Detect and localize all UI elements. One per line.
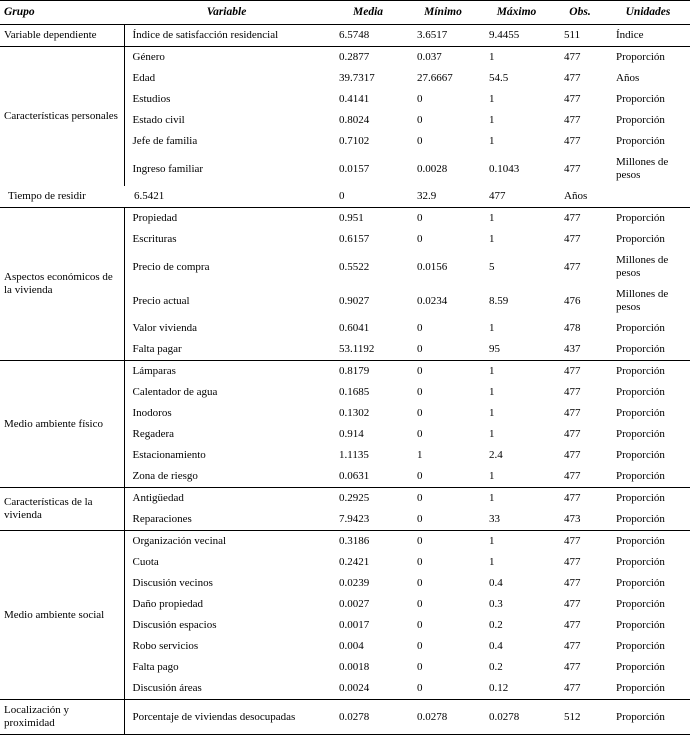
minimo-cell: 0	[407, 318, 479, 339]
variable-cell: Estudios	[124, 89, 329, 110]
unidades-cell: Proporción	[606, 110, 690, 131]
minimo-cell: 0.0028	[407, 152, 479, 186]
unidades-cell: Proporción	[606, 424, 690, 445]
obs-cell: 477	[554, 382, 606, 403]
unidades-cell: Proporción	[606, 594, 690, 615]
unidades-cell: Proporción	[606, 552, 690, 573]
maximo-cell: 32.9	[407, 186, 479, 208]
obs-cell: 477	[554, 208, 606, 230]
column-header-minimo: Mínimo	[407, 1, 479, 25]
unidades-cell: Millones de pesos	[606, 284, 690, 318]
maximo-cell: 1	[479, 403, 554, 424]
variable-cell: Calentador de agua	[124, 382, 329, 403]
maximo-cell: 1	[479, 47, 554, 69]
group-cell: Aspectos económicos de la vivienda	[0, 208, 124, 361]
maximo-cell: 95	[479, 339, 554, 361]
unidades-cell: Millones de pesos	[606, 250, 690, 284]
table-row	[0, 186, 690, 208]
maximo-cell: 1	[479, 89, 554, 110]
media-cell: 0.0239	[329, 573, 407, 594]
variable-cell: Discusión espacios	[124, 615, 329, 636]
minimo-cell: 0	[329, 186, 407, 208]
media-cell: 0.0018	[329, 657, 407, 678]
obs-cell: 477	[554, 403, 606, 424]
minimo-cell: 0	[407, 678, 479, 700]
minimo-cell: 0	[407, 594, 479, 615]
unidades-cell: Proporción	[606, 509, 690, 531]
media-cell: 0.951	[329, 208, 407, 230]
media-cell: 6.5748	[329, 25, 407, 47]
maximo-cell: 1	[479, 552, 554, 573]
media-cell: 0.6157	[329, 229, 407, 250]
group-cell: Características de la vivienda	[0, 488, 124, 531]
minimo-cell: 0	[407, 89, 479, 110]
obs-cell: 477	[554, 110, 606, 131]
obs-cell: 511	[554, 25, 606, 47]
minimo-cell: 0	[407, 131, 479, 152]
header-row	[0, 1, 690, 25]
maximo-cell: 1	[479, 361, 554, 383]
table-row	[0, 488, 690, 510]
media-cell: 53.1192	[329, 339, 407, 361]
minimo-cell: 0	[407, 636, 479, 657]
minimo-cell: 0.037	[407, 47, 479, 69]
obs-cell: 477	[554, 250, 606, 284]
maximo-cell: 0.1043	[479, 152, 554, 186]
maximo-cell: 54.5	[479, 68, 554, 89]
variable-cell: Estado civil	[124, 110, 329, 131]
minimo-cell: 0.0278	[407, 700, 479, 735]
minimo-cell: 0	[407, 110, 479, 131]
media-cell: 0.9027	[329, 284, 407, 318]
obs-cell: 477	[554, 424, 606, 445]
obs-cell: 477	[479, 186, 554, 208]
variable-cell: Organización vecinal	[124, 531, 329, 553]
media-cell: 0.0027	[329, 594, 407, 615]
variable-cell: Antigüedad	[124, 488, 329, 510]
obs-cell: 473	[554, 509, 606, 531]
table-row	[0, 47, 690, 69]
obs-cell: 477	[554, 615, 606, 636]
obs-cell: 477	[554, 657, 606, 678]
variable-cell: Cuota	[124, 552, 329, 573]
unidades-cell: Proporción	[606, 573, 690, 594]
maximo-cell: 1	[479, 488, 554, 510]
column-header-variable: Variable	[124, 1, 329, 25]
obs-cell: 477	[554, 678, 606, 700]
maximo-cell: 33	[479, 509, 554, 531]
maximo-cell: 0.2	[479, 657, 554, 678]
variable-cell: Estacionamiento	[124, 445, 329, 466]
maximo-cell: 1	[479, 531, 554, 553]
media-cell: 6.5421	[124, 186, 329, 208]
media-cell: 0.0631	[329, 466, 407, 488]
unidades-cell: Proporción	[606, 208, 690, 230]
maximo-cell: 2.4	[479, 445, 554, 466]
variable-cell: Escrituras	[124, 229, 329, 250]
column-header-media: Media	[329, 1, 407, 25]
minimo-cell: 0	[407, 403, 479, 424]
minimo-cell: 0	[407, 657, 479, 678]
media-cell: 0.8179	[329, 361, 407, 383]
variable-cell: Falta pagar	[124, 339, 329, 361]
unidades-cell: Proporción	[606, 339, 690, 361]
variable-cell: Edad	[124, 68, 329, 89]
media-cell: 0.0157	[329, 152, 407, 186]
obs-cell: 477	[554, 152, 606, 186]
maximo-cell: 0.3	[479, 594, 554, 615]
unidades-cell: Proporción	[606, 636, 690, 657]
table-header	[0, 1, 690, 25]
unidades-cell: Proporción	[606, 678, 690, 700]
media-cell: 0.4141	[329, 89, 407, 110]
obs-cell: 477	[554, 636, 606, 657]
variable-cell: Regadera	[124, 424, 329, 445]
unidades-cell: Proporción	[606, 615, 690, 636]
maximo-cell: 0.2	[479, 615, 554, 636]
maximo-cell: 1	[479, 131, 554, 152]
obs-cell: 477	[554, 488, 606, 510]
maximo-cell: 5	[479, 250, 554, 284]
maximo-cell: 1	[479, 424, 554, 445]
table-row	[0, 531, 690, 553]
minimo-cell: 0.0156	[407, 250, 479, 284]
media-cell: 0.914	[329, 424, 407, 445]
media-cell: 0.7102	[329, 131, 407, 152]
unidades-cell: Proporción	[606, 531, 690, 553]
minimo-cell: 0	[407, 424, 479, 445]
maximo-cell: 0.4	[479, 573, 554, 594]
maximo-cell: 1	[479, 318, 554, 339]
unidades-cell: Proporción	[606, 488, 690, 510]
obs-cell: 477	[554, 552, 606, 573]
minimo-cell: 0	[407, 488, 479, 510]
variable-cell: Zona de riesgo	[124, 466, 329, 488]
variable-cell: Género	[124, 47, 329, 69]
maximo-cell: 8.59	[479, 284, 554, 318]
minimo-cell: 0	[407, 531, 479, 553]
minimo-cell: 1	[407, 445, 479, 466]
table-row	[0, 700, 690, 735]
variable-cell: Robo servicios	[124, 636, 329, 657]
variable-cell: Valor vivienda	[124, 318, 329, 339]
variable-cell: Tiempo de residir	[0, 186, 124, 208]
variable-cell: Precio de compra	[124, 250, 329, 284]
variable-cell: Reparaciones	[124, 509, 329, 531]
media-cell: 7.9423	[329, 509, 407, 531]
variable-cell: Lámparas	[124, 361, 329, 383]
media-cell: 0.3186	[329, 531, 407, 553]
maximo-cell: 1	[479, 466, 554, 488]
group-cell: Localización y proximidad	[0, 700, 124, 735]
unidades-cell: Años	[606, 68, 690, 89]
minimo-cell: 0	[407, 466, 479, 488]
variable-cell: Falta pago	[124, 657, 329, 678]
unidades-cell: Proporción	[606, 89, 690, 110]
column-header-grupo: Grupo	[0, 1, 124, 25]
table-row	[0, 25, 690, 47]
unidades-cell: Proporción	[606, 361, 690, 383]
minimo-cell: 0	[407, 208, 479, 230]
unidades-cell: Proporción	[606, 131, 690, 152]
table-body	[0, 25, 690, 735]
maximo-cell: 1	[479, 382, 554, 403]
minimo-cell: 0	[407, 339, 479, 361]
media-cell: 39.7317	[329, 68, 407, 89]
unidades-cell: Proporción	[606, 445, 690, 466]
group-cell: Medio ambiente social	[0, 531, 124, 700]
minimo-cell: 0	[407, 552, 479, 573]
variable-cell: Ingreso familiar	[124, 152, 329, 186]
media-cell: 0.1685	[329, 382, 407, 403]
table-row	[0, 361, 690, 383]
media-cell: 0.2925	[329, 488, 407, 510]
obs-cell: 437	[554, 339, 606, 361]
unidades-cell: Proporción	[606, 47, 690, 69]
minimo-cell: 0	[407, 229, 479, 250]
variable-cell: Discusión vecinos	[124, 573, 329, 594]
media-cell: 0.2421	[329, 552, 407, 573]
variable-cell: Índice de satisfacción residencial	[124, 25, 329, 47]
obs-cell: 477	[554, 445, 606, 466]
obs-cell: 477	[554, 131, 606, 152]
column-header-unidades: Unidades	[606, 1, 690, 25]
media-cell: 0.1302	[329, 403, 407, 424]
unidades-cell: Proporción	[606, 403, 690, 424]
minimo-cell: 0	[407, 382, 479, 403]
variable-cell: Propiedad	[124, 208, 329, 230]
obs-cell: 477	[554, 573, 606, 594]
group-cell: Medio ambiente físico	[0, 361, 124, 488]
maximo-cell: 0.12	[479, 678, 554, 700]
maximo-cell: 0.4	[479, 636, 554, 657]
media-cell: 0.004	[329, 636, 407, 657]
unidades-cell: Índice	[606, 25, 690, 47]
media-cell: 0.0024	[329, 678, 407, 700]
variable-cell: Discusión áreas	[124, 678, 329, 700]
minimo-cell: 0	[407, 509, 479, 531]
unidades-cell: Proporción	[606, 382, 690, 403]
group-cell: Características personales	[0, 47, 124, 187]
unidades-cell: Proporción	[606, 657, 690, 678]
media-cell: 0.0278	[329, 700, 407, 735]
obs-cell: 477	[554, 229, 606, 250]
minimo-cell: 3.6517	[407, 25, 479, 47]
obs-cell: 476	[554, 284, 606, 318]
media-cell: 0.6041	[329, 318, 407, 339]
maximo-cell: 9.4455	[479, 25, 554, 47]
obs-cell: 477	[554, 466, 606, 488]
obs-cell: 477	[554, 47, 606, 69]
obs-cell: 477	[554, 89, 606, 110]
group-cell: Variable dependiente	[0, 25, 124, 47]
obs-cell: 477	[554, 68, 606, 89]
variable-cell: Jefe de familia	[124, 131, 329, 152]
minimo-cell: 0	[407, 615, 479, 636]
unidades-cell: Proporción	[606, 466, 690, 488]
maximo-cell: 1	[479, 110, 554, 131]
minimo-cell: 0	[407, 573, 479, 594]
media-cell: 0.0017	[329, 615, 407, 636]
obs-cell: 477	[554, 594, 606, 615]
column-header-obs: Obs.	[554, 1, 606, 25]
variable-cell: Daño propiedad	[124, 594, 329, 615]
minimo-cell: 0	[407, 361, 479, 383]
media-cell: 0.8024	[329, 110, 407, 131]
unidades-cell: Proporción	[606, 318, 690, 339]
unidades-cell: Proporción	[606, 700, 690, 735]
maximo-cell: 1	[479, 208, 554, 230]
unidades-cell: Millones de pesos	[606, 152, 690, 186]
column-header-maximo: Máximo	[479, 1, 554, 25]
obs-cell: 478	[554, 318, 606, 339]
obs-cell: 477	[554, 361, 606, 383]
media-cell: 1.1135	[329, 445, 407, 466]
media-cell: 0.5522	[329, 250, 407, 284]
media-cell: 0.2877	[329, 47, 407, 69]
unidades-cell: Años	[554, 186, 606, 208]
variable-cell: Inodoros	[124, 403, 329, 424]
minimo-cell: 0.0234	[407, 284, 479, 318]
variable-cell: Porcentaje de viviendas desocupadas	[124, 700, 329, 735]
minimo-cell: 27.6667	[407, 68, 479, 89]
table-row	[0, 208, 690, 230]
obs-cell: 512	[554, 700, 606, 735]
obs-cell: 477	[554, 531, 606, 553]
variable-cell: Precio actual	[124, 284, 329, 318]
unidades-cell: Proporción	[606, 229, 690, 250]
maximo-cell: 0.0278	[479, 700, 554, 735]
maximo-cell: 1	[479, 229, 554, 250]
